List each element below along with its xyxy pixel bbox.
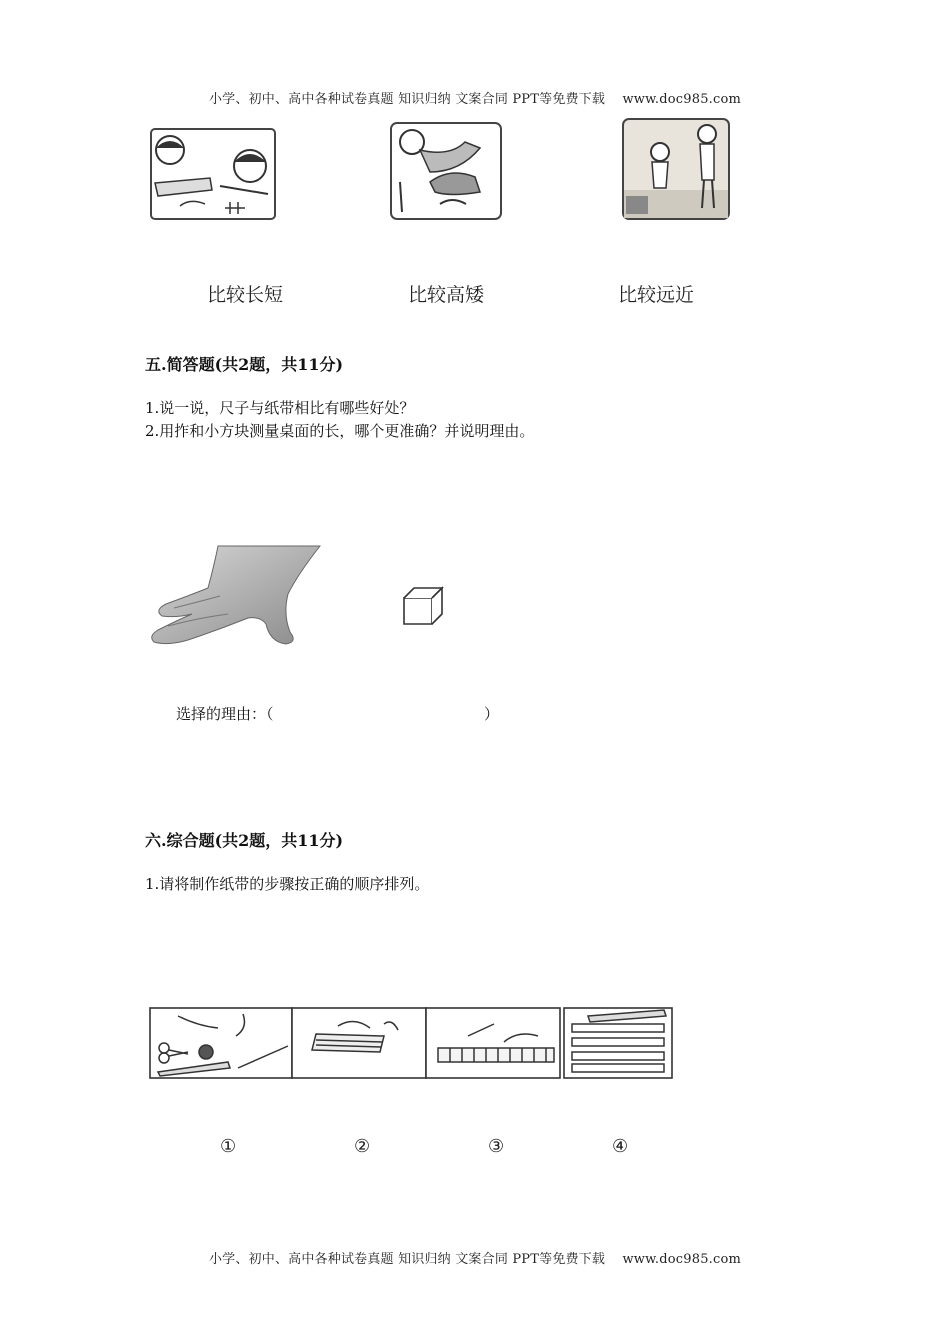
caption-compare-length: 比较长短 <box>207 284 284 306</box>
section-5-title: 五.简答题(共2题，共11分) <box>145 355 344 374</box>
caption-compare-distance: 比较远近 <box>618 284 695 306</box>
section-6-title: 六.综合题(共2题，共11分) <box>145 831 344 850</box>
step-label-3: ③ <box>488 1136 505 1157</box>
section-5-question-1: 1.说一说，尺子与纸带相比有哪些好处？ <box>145 399 415 417</box>
step-pictures-strip <box>148 1006 676 1080</box>
reason-answer-blank[interactable] <box>312 703 482 723</box>
step-label-4: ④ <box>612 1136 629 1157</box>
compare-length-picture <box>150 128 276 220</box>
page-header: 小学、初中、高中各种试卷真题 知识归纳 文案合同 PPT等免费下载 www.doc985.com <box>208 92 742 107</box>
step-label-2: ② <box>354 1136 371 1157</box>
section-6-question-1: 1.请将制作纸带的步骤按正确的顺序排列。 <box>145 875 430 893</box>
caption-compare-height: 比较高矮 <box>408 284 485 306</box>
reason-label: 选择的理由：（ <box>176 705 274 723</box>
step-label-1: ① <box>220 1136 237 1157</box>
small-cube-icon <box>402 586 446 626</box>
page-footer: 小学、初中、高中各种试卷真题 知识归纳 文案合同 PPT等免费下载 www.doc985.com <box>208 1252 742 1267</box>
section-5-question-2: 2.用拃和小方块测量桌面的长，哪个更准确？并说明理由。 <box>145 422 535 440</box>
compare-height-picture <box>390 122 502 222</box>
compare-distance-picture <box>622 118 730 220</box>
hand-span-icon <box>148 544 322 650</box>
reason-close-paren: ） <box>484 705 500 723</box>
